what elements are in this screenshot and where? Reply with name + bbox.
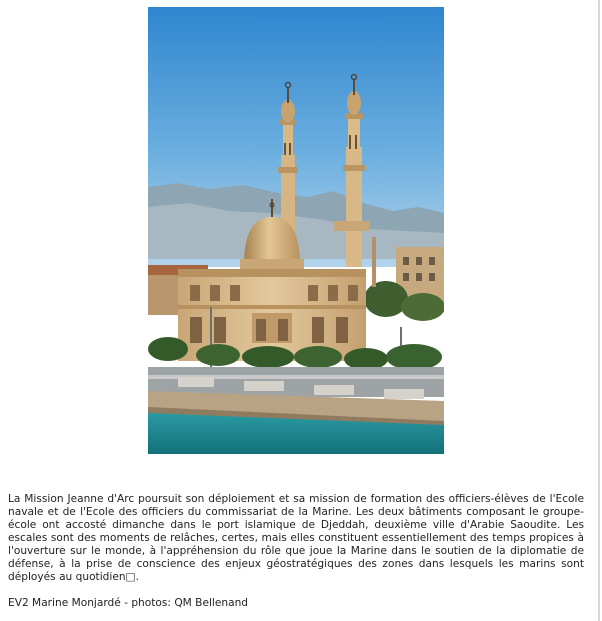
article-body: La Mission Jeanne d'Arc poursuit son déploiement et sa mission de formation des officiers-élèves de l'Ecole navale et de l'Ecole des officiers du commissariat de la Marine. Les deux bâtiments composant le groupe-école ont accosté dimanche dans le port islamique de Djeddah, deuxième ville d'Arabie Saoudite. Les escales sont des moments de relâches, certes, mais elles constituent essentiellement des temps propices à l'ouverture sur le monde, à l'appréhension du rôle que joue la Marine dans le soutien de la diplomatie de défense, à la prise de conscience des enjeux géostratégiques des zones dans lesquels les marins sont déployés au quotidien□. — [8, 493, 584, 583]
mosque-photo — [148, 7, 444, 454]
photo-credit: EV2 Marine Monjardé - photos: QM Bellenand — [8, 597, 249, 609]
